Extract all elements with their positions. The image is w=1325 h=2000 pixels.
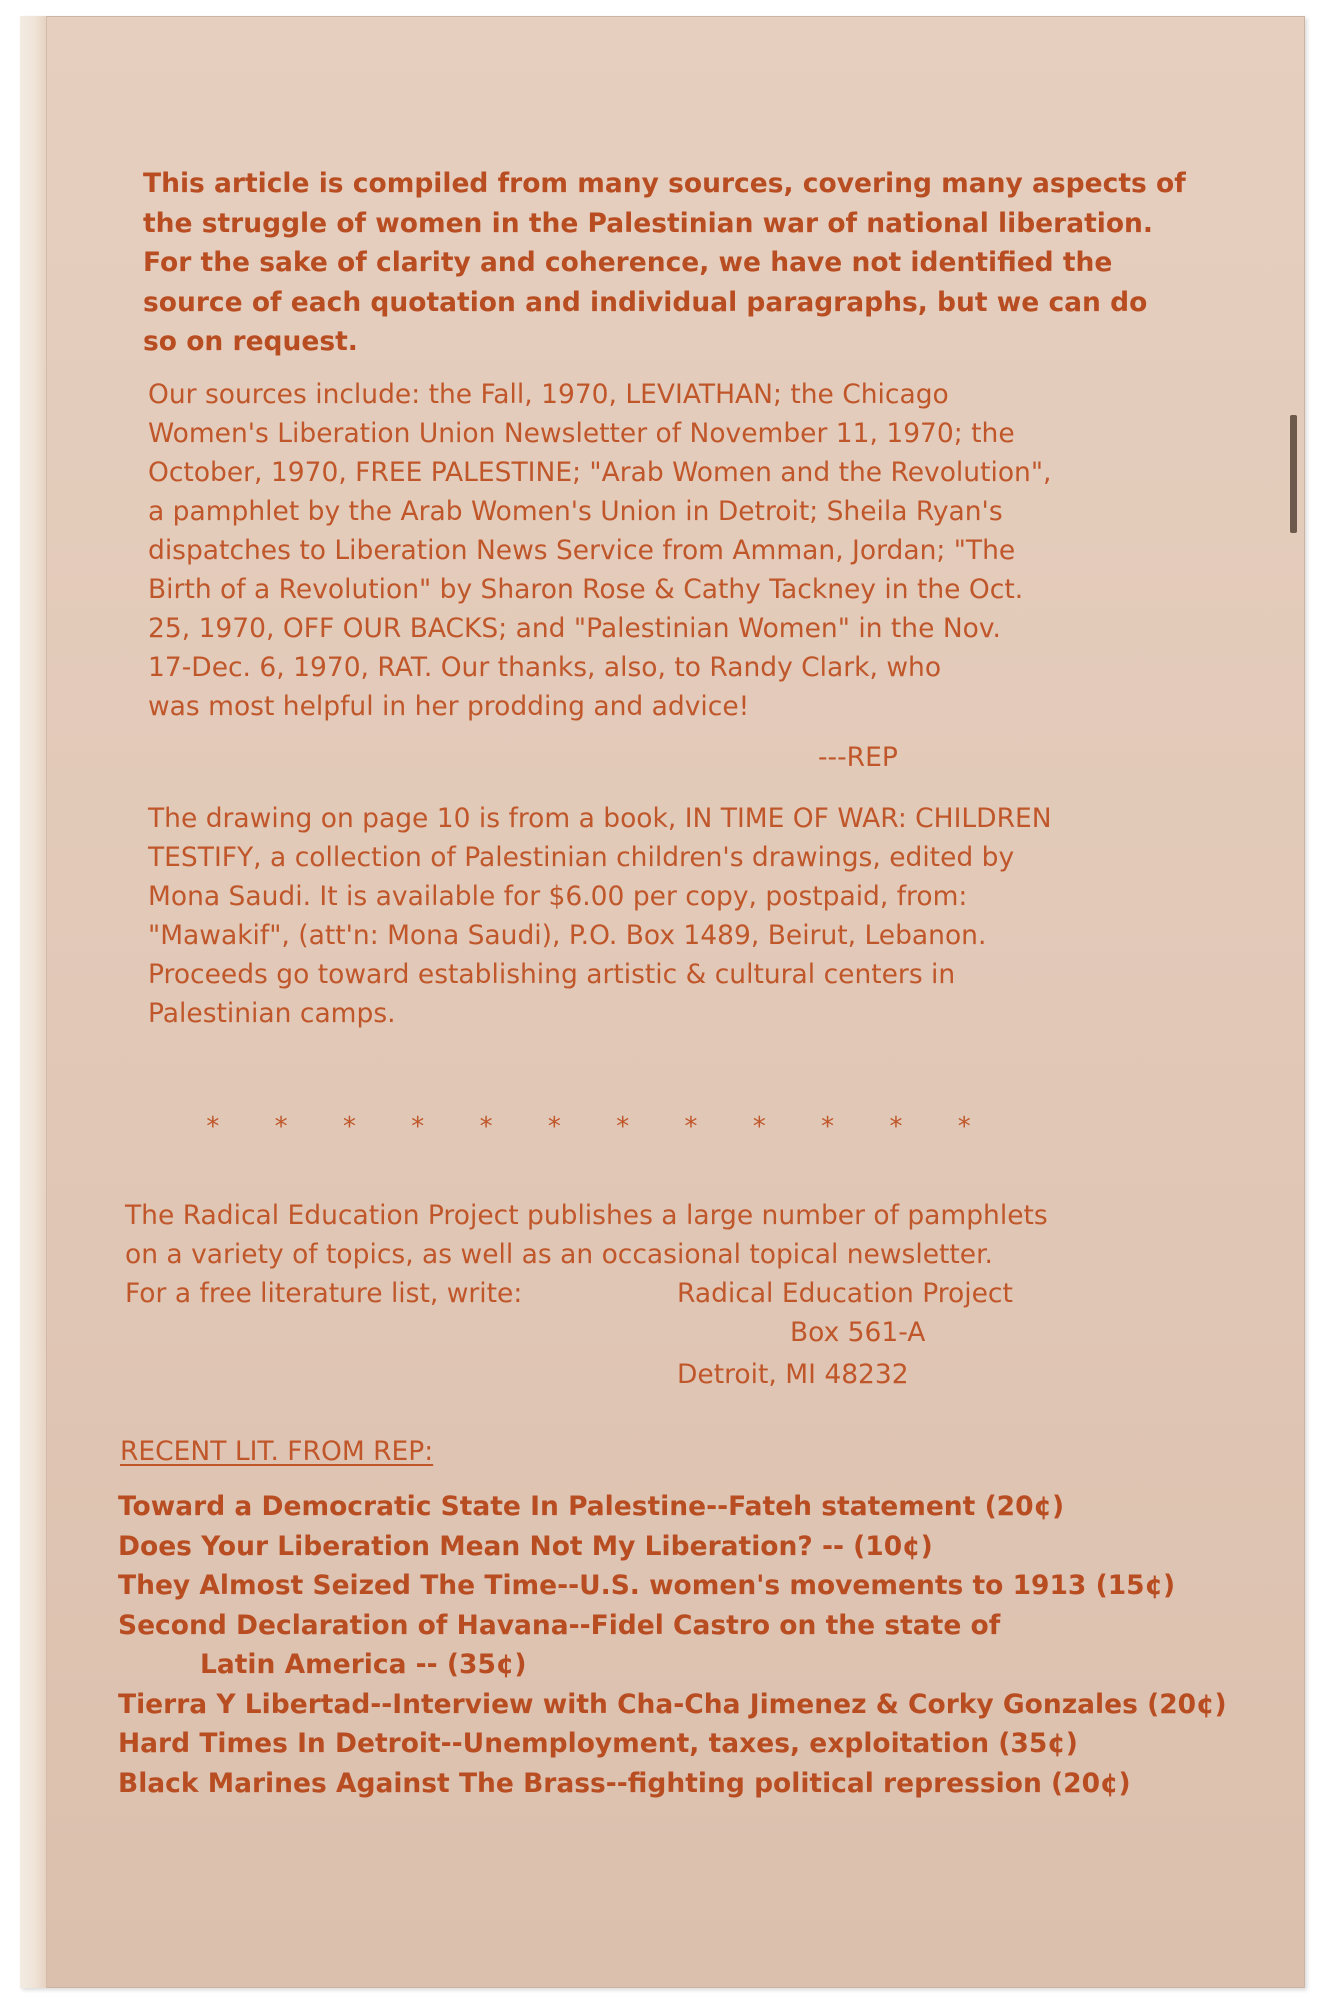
recent-lit-item: Hard Times In Detroit--Unemployment, taxes, exploitation (35¢) [118, 1728, 1078, 1759]
recent-lit-heading: RECENT LIT. FROM REP: [120, 1436, 434, 1467]
sources-line: was most helpful in her prodding and advice! [148, 691, 750, 722]
staple [1290, 415, 1297, 533]
drawing-note-line: TESTIFY, a collection of Palestinian children's drawings, edited by [148, 842, 1015, 873]
recent-lit-item: Does Your Liberation Mean Not My Liberation? -- (10¢) [118, 1530, 933, 1562]
rep-info-line: The Radical Education Project publishes a large number of pamphlets [125, 1200, 1048, 1231]
intro-line: the struggle of women in the Palestinian war of national liberation. [143, 207, 1153, 239]
sources-line: 17-Dec. 6, 1970, RAT. Our thanks, also, to Randy Clark, who [148, 652, 942, 683]
star-separator: * * * * * * * * * * * * [205, 1112, 973, 1142]
recent-lit-item: Latin America -- (35¢) [200, 1649, 527, 1680]
drawing-note-line: Palestinian camps. [148, 998, 396, 1029]
sources-line: 25, 1970, OFF OUR BACKS; and "Palestinian Women" in the Nov. [148, 613, 1001, 644]
sources-line: Birth of a Revolution" by Sharon Rose & Cathy Tackney in the Oct. [148, 574, 1024, 605]
drawing-note-line: Mona Saudi. It is available for $6.00 per copy, postpaid, from: [148, 881, 968, 912]
rep-address-line-2: Box 561-A [790, 1317, 926, 1348]
sources-line: October, 1970, FREE PALESTINE; "Arab Women and the Revolution", [148, 457, 1052, 488]
recent-lit-item: Second Declaration of Havana--Fidel Castro on the state of [118, 1609, 1001, 1641]
sources-line: Women's Liberation Union Newsletter of November 11, 1970; the [148, 418, 1015, 449]
drawing-note-line: The drawing on page 10 is from a book, IN TIME OF WAR: CHILDREN [148, 803, 1052, 834]
booklet-spine [20, 16, 47, 1988]
rep-address-line-3: Detroit, MI 48232 [677, 1359, 909, 1390]
drawing-note-paragraph [148, 799, 1052, 1033]
intro-line: This article is compiled from many sources, covering many aspects of [143, 168, 1186, 199]
drawing-note-line: Proceeds go toward establishing artistic & cultural centers in [148, 959, 956, 990]
recent-lit-list [118, 1487, 1227, 1803]
recent-lit-item: Toward a Democratic State In Palestine--Fateh statement (20¢) [118, 1491, 1065, 1522]
intro-line: For the sake of clarity and coherence, we have not identified the [143, 247, 1113, 278]
sources-line: Our sources include: the Fall, 1970, LEVIATHAN; the Chicago [148, 379, 949, 410]
drawing-note-line: "Mawakif", (att'n: Mona Saudi), P.O. Box 1489, Beirut, Lebanon. [148, 920, 987, 951]
sources-paragraph [148, 375, 1051, 726]
sources-line: dispatches to Liberation News Service from Amman, Jordan; "The [148, 535, 1016, 566]
rep-signature: ---REP [818, 742, 898, 773]
intro-paragraph [143, 164, 1186, 362]
intro-line: so on request. [143, 326, 358, 357]
intro-line: source of each quotation and individual paragraphs, but we can do [143, 286, 1148, 318]
rep-write-label: For a free literature list, write: [125, 1278, 523, 1309]
rep-address-line-1: Radical Education Project [677, 1278, 1013, 1309]
rep-info-line: on a variety of topics, as well as an occasional topical newsletter. [125, 1239, 993, 1270]
recent-lit-item: Tierra Y Libertad--Interview with Cha-Cha Jimenez & Corky Gonzales (20¢) [118, 1688, 1227, 1720]
recent-lit-item: They Almost Seized The Time--U.S. women's movements to 1913 (15¢) [118, 1570, 1176, 1601]
sources-line: a pamphlet by the Arab Women's Union in Detroit; Sheila Ryan's [148, 496, 1003, 527]
recent-lit-item: Black Marines Against The Brass--fighting political repression (20¢) [118, 1767, 1131, 1799]
